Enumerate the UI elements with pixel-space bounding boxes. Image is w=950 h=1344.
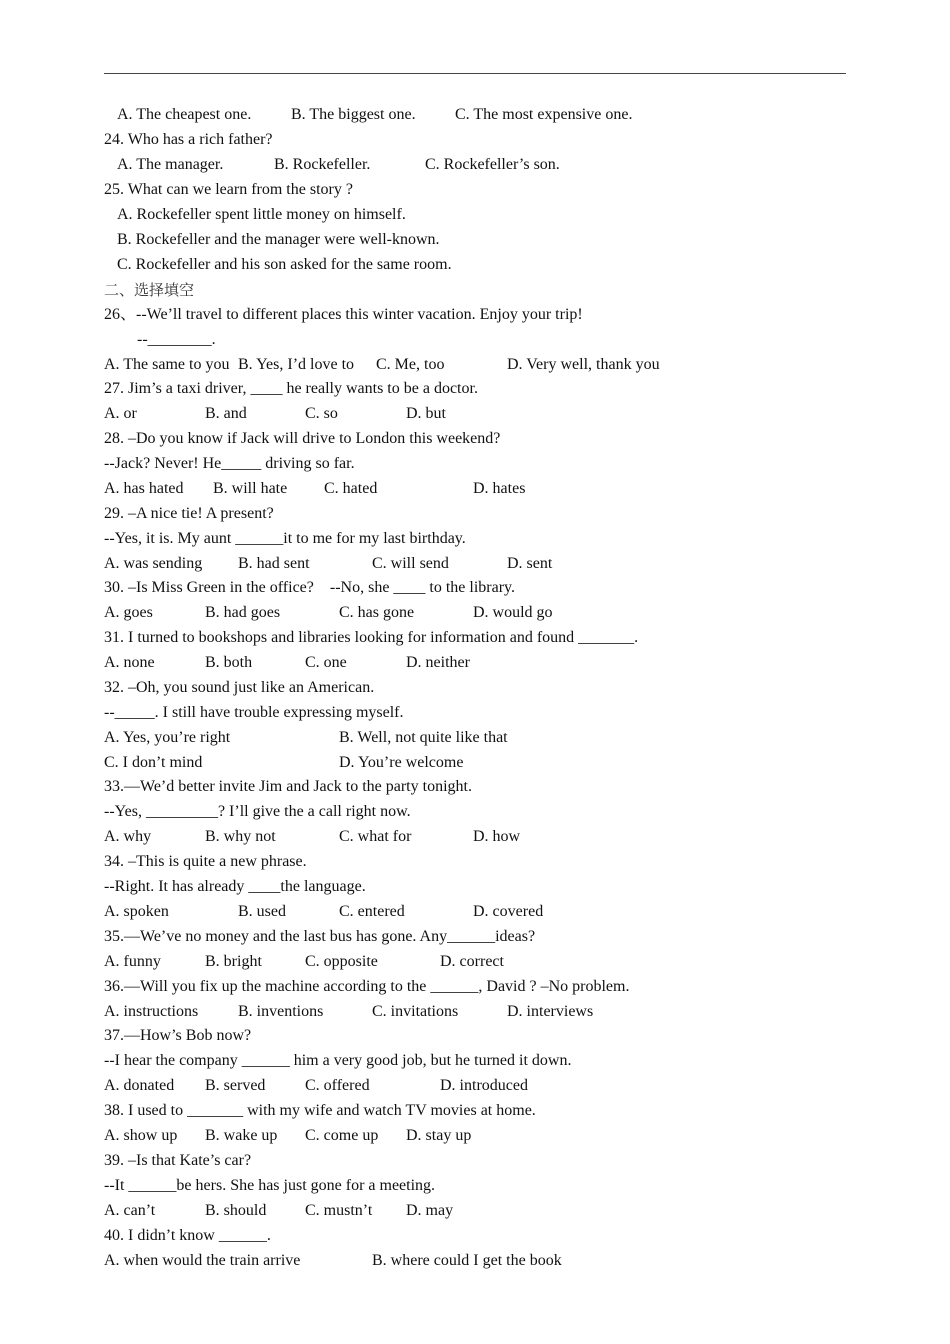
q31-option-a: A. none	[104, 654, 155, 671]
q29-reply: --Yes, it is. My aunt ______it to me for my last birthday.	[104, 530, 466, 547]
q40-option-b: B. where could I get the book	[372, 1252, 562, 1269]
q34-option-b: B. used	[238, 903, 286, 920]
q39-option-a: A. can’t	[104, 1202, 156, 1219]
q27-option-a: A. or	[104, 405, 137, 422]
q39-stem: 39. –Is that Kate’s car?	[104, 1152, 252, 1169]
q28-reply: --Jack? Never! He_____ driving so far.	[104, 455, 355, 472]
q27-option-d: D. but	[406, 405, 446, 422]
q31-option-d: D. neither	[406, 654, 470, 671]
section-heading: 二、选择填空	[104, 281, 195, 299]
q33-stem: 33.—We’d better invite Jim and Jack to the party tonight.	[104, 778, 472, 795]
q28-option-b: B. will hate	[213, 480, 288, 497]
q27-option-b: B. and	[205, 405, 247, 422]
q37-option-a: A. donated	[104, 1077, 175, 1094]
q33-option-b: B. why not	[205, 828, 276, 845]
q38-option-c: C. come up	[305, 1127, 379, 1144]
q39-option-b: B. should	[205, 1202, 267, 1219]
q23-option-c: C. The most expensive one.	[455, 106, 633, 123]
q36-option-a: A. instructions	[104, 1003, 199, 1020]
q24-option-a: A. The manager.	[117, 156, 224, 173]
q36-option-b: B. inventions	[238, 1003, 324, 1020]
q26-reply: --________.	[137, 331, 216, 348]
q30-option-a: A. goes	[104, 604, 153, 621]
q27-stem: 27. Jim’s a taxi driver, ____ he really wants to be a doctor.	[104, 380, 478, 397]
q30-option-d: D. would go	[473, 604, 553, 621]
q26-option-b: B. Yes, I’d love to	[238, 356, 355, 373]
q37-reply: --I hear the company ______ him a very good job, but he turned it down.	[104, 1052, 572, 1069]
q32-option-c: C. I don’t mind	[104, 754, 203, 771]
q23-option-b: B. The biggest one.	[291, 106, 416, 123]
q30-option-c: C. has gone	[339, 604, 415, 621]
q23-option-a: A. The cheapest one.	[117, 106, 252, 123]
q39-reply: --It ______be hers. She has just gone for a meeting.	[104, 1177, 436, 1194]
q38-option-d: D. stay up	[406, 1127, 472, 1144]
q26-stem: 26、--We’ll travel to different places this winter vacation. Enjoy your trip!	[104, 306, 583, 323]
q28-stem: 28. –Do you know if Jack will drive to London this weekend?	[104, 430, 501, 447]
q32-option-b: B. Well, not quite like that	[339, 729, 508, 746]
q39-option-c: C. mustn’t	[305, 1202, 373, 1219]
q39-option-d: D. may	[406, 1202, 454, 1219]
q31-option-b: B. both	[205, 654, 253, 671]
q32-option-a: A. Yes, you’re right	[104, 729, 231, 746]
q27-option-c: C. so	[305, 405, 338, 422]
q29-option-a: A. was sending	[104, 555, 203, 572]
q34-option-a: A. spoken	[104, 903, 169, 920]
q28-option-a: A. has hated	[104, 480, 184, 497]
q31-stem: 31. I turned to bookshops and libraries looking for information and found _______.	[104, 629, 639, 646]
q35-option-d: D. correct	[440, 953, 504, 970]
q25-option-a: A. Rockefeller spent little money on himself.	[117, 206, 406, 223]
q33-reply: --Yes, _________? I’ll give the a call right now.	[104, 803, 411, 820]
q24-stem: 24. Who has a rich father?	[104, 131, 273, 148]
q33-option-a: A. why	[104, 828, 152, 845]
q33-option-c: C. what for	[339, 828, 412, 845]
q26-option-d: D. Very well, thank you	[507, 356, 660, 373]
q24-option-c: C. Rockefeller’s son.	[425, 156, 560, 173]
q29-option-d: D. sent	[507, 555, 553, 572]
q28-option-c: C. hated	[324, 480, 378, 497]
q40-stem: 40. I didn’t know ______.	[104, 1227, 271, 1244]
q32-reply: --_____. I still have trouble expressing myself.	[104, 704, 404, 721]
q28-option-d: D. hates	[473, 480, 526, 497]
q35-option-b: B. bright	[205, 953, 262, 970]
q38-option-a: A. show up	[104, 1127, 178, 1144]
q38-stem: 38. I used to _______ with my wife and watch TV movies at home.	[104, 1102, 536, 1119]
q31-option-c: C. one	[305, 654, 347, 671]
q30-stem: 30. –Is Miss Green in the office? --No, she ____ to the library.	[104, 579, 516, 596]
q36-stem: 36.—Will you fix up the machine according to the ______, David ? –No problem.	[104, 978, 630, 995]
q36-option-c: C. invitations	[372, 1003, 459, 1020]
q37-stem: 37.—How’s Bob now?	[104, 1027, 252, 1044]
q32-stem: 32. –Oh, you sound just like an American.	[104, 679, 375, 696]
q34-stem: 34. –This is quite a new phrase.	[104, 853, 307, 870]
q25-option-b: B. Rockefeller and the manager were well-known.	[117, 231, 440, 248]
q34-option-c: C. entered	[339, 903, 405, 920]
q35-option-c: C. opposite	[305, 953, 378, 970]
q26-option-a: A. The same to you	[104, 356, 230, 373]
q26-option-c: C. Me, too	[376, 356, 445, 373]
q29-stem: 29. –A nice tie! A present?	[104, 505, 274, 522]
q24-option-b: B. Rockefeller.	[274, 156, 371, 173]
header-rule	[104, 73, 846, 74]
q37-option-b: B. served	[205, 1077, 266, 1094]
q34-option-d: D. covered	[473, 903, 544, 920]
q33-option-d: D. how	[473, 828, 521, 845]
q38-option-b: B. wake up	[205, 1127, 278, 1144]
q25-option-c: C. Rockefeller and his son asked for the same room.	[117, 256, 452, 273]
q29-option-c: C. will send	[372, 555, 449, 572]
q37-option-d: D. introduced	[440, 1077, 528, 1094]
q34-reply: --Right. It has already ____the language.	[104, 878, 366, 895]
q25-stem: 25. What can we learn from the story ?	[104, 181, 353, 198]
q30-option-b: B. had goes	[205, 604, 281, 621]
q35-stem: 35.—We’ve no money and the last bus has gone. Any______ideas?	[104, 928, 536, 945]
q29-option-b: B. had sent	[238, 555, 310, 572]
q40-option-a: A. when would the train arrive	[104, 1252, 301, 1269]
q35-option-a: A. funny	[104, 953, 161, 970]
q37-option-c: C. offered	[305, 1077, 370, 1094]
q36-option-d: D. interviews	[507, 1003, 594, 1020]
q32-option-d: D. You’re welcome	[339, 754, 464, 771]
